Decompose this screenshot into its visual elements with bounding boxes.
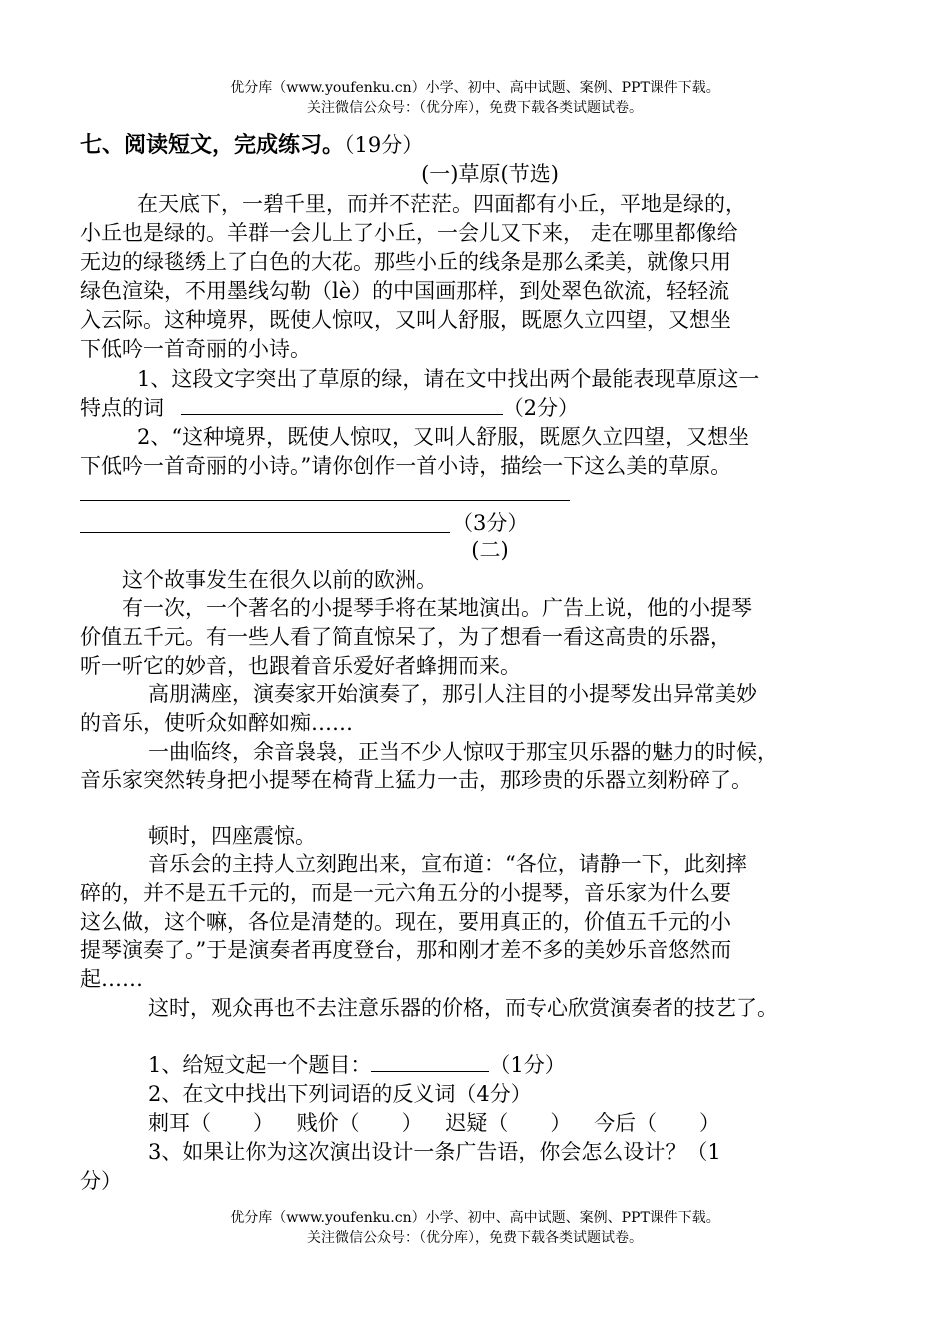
- part2-line-2: 有一次，一个著名的小提琴手将在某地演出。广告上说，他的小提琴: [122, 596, 752, 620]
- part2-line-14: 起……: [80, 967, 143, 991]
- part1-para-line-2: 小丘也是绿的。羊群一会儿上了小丘，一会儿又下来， 走在哪里都像给: [80, 221, 738, 245]
- part2-q2-label: 2、在文中找出下列词语的反义词（4分）: [148, 1082, 532, 1106]
- part1-q1-score: （2分）: [502, 396, 580, 420]
- part1-title: (一)草原(节选): [421, 162, 559, 186]
- part2-title: (二): [471, 538, 509, 562]
- part1-para-line-6: 下低吟一首奇丽的小诗。: [80, 337, 311, 361]
- part1-q2-score: （3分）: [452, 511, 529, 535]
- part2-line-15: 这时，观众再也不去注意乐器的价格，而专心欣赏演奏者的技艺了。: [148, 996, 778, 1020]
- part1-q2-line-2: 下低吟一首奇丽的小诗。”请你创作一首小诗，描绘一下这么美的草原。: [80, 454, 732, 478]
- part1-para-line-5: 入云际。这种境界，既使人惊叹，又叫人舒服，既愿久立四望，又想坐: [80, 308, 731, 332]
- part2-line-8: 音乐家突然转身把小提琴在椅背上猛力一击，那珍贵的乐器立刻粉碎了。: [80, 768, 752, 792]
- antonym-item-4[interactable]: 今后（ ）: [594, 1111, 721, 1135]
- antonym-item-2[interactable]: 贱价（ ）: [296, 1111, 423, 1135]
- part1-q2-answer-line-1[interactable]: [80, 500, 570, 501]
- part2-q1-score: （1分）: [489, 1053, 566, 1077]
- part2-q3-line-2: 分）: [80, 1169, 122, 1193]
- part2-line-3: 价值五千元。有一些人看了简直惊呆了，为了想看一看这高贵的乐器，: [80, 625, 731, 649]
- part1-para-line-4: 绿色渲染，不用墨线勾勒（lè）的中国画那样，到处翠色欲流，轻轻流: [80, 279, 730, 303]
- part2-line-7: 一曲临终，余音袅袅，正当不少人惊叹于那宝贝乐器的魅力的时候，: [148, 740, 778, 764]
- part2-line-9: 顿时，四座震惊。: [148, 824, 316, 848]
- part1-q1-line-2: [80, 395, 579, 422]
- part1-q1-line-1: 1、这段文字突出了草原的绿，请在文中找出两个最能表现草原这一: [137, 367, 760, 391]
- antonym-item-1[interactable]: 刺耳（ ）: [148, 1111, 274, 1135]
- section-score: （19分）: [344, 133, 424, 157]
- part2-line-1: 这个故事发生在很久以前的欧洲。: [122, 568, 437, 592]
- part2-q1-answer-blank[interactable]: [371, 1053, 489, 1072]
- antonym-item-3[interactable]: 迟疑（ ）: [445, 1111, 572, 1135]
- part2-line-10: 音乐会的主持人立刻跑出来，宣布道：“各位，请静一下，此刻摔: [148, 852, 747, 876]
- section-title: 七、阅读短文，完成练习。: [80, 132, 345, 158]
- part2-q3-line-1: 3、如果让你为这次演出设计一条广告语，你会怎么设计？（1: [148, 1140, 721, 1164]
- part1-q1-text: 特点的词: [80, 396, 164, 420]
- part1-para-line-3: 无边的绿毯绣上了白色的大花。那些小丘的线条是那么柔美，就像只用: [80, 250, 731, 274]
- part2-line-13: 提琴演奏了。”于是演奏者再度登台，那和刚才差不多的美妙乐音悠然而: [80, 938, 732, 962]
- part2-line-4: 听一听它的妙音，也跟着音乐爱好者蜂拥而来。: [80, 654, 521, 678]
- footer-line-1: 优分库（www.youfenku.cn）小学、初中、高中试题、案例、PPT课件下载。: [230, 1210, 720, 1226]
- part2-line-12: 这么做，这个嘛，各位是清楚的。现在，要用真正的，价值五千元的小: [80, 910, 731, 934]
- part1-q2-answer-line-2[interactable]: [80, 532, 450, 533]
- header-line-1: 优分库（www.youfenku.cn）小学、初中、高中试题、案例、PPT课件下载。: [230, 80, 720, 96]
- section-heading: [80, 132, 423, 159]
- part2-q1: [148, 1052, 566, 1079]
- header-line-2: 关注微信公众号：（优分库），免费下载各类试题试卷。: [307, 100, 643, 116]
- part1-q1-answer-blank[interactable]: [181, 396, 503, 415]
- footer-line-2: 关注微信公众号：（优分库），免费下载各类试题试卷。: [307, 1230, 643, 1246]
- part1-q2-line-1: 2、“这种境界，既使人惊叹，又叫人舒服，既愿久立四望，又想坐: [137, 425, 750, 449]
- part2-line-6: 的音乐，使听众如醉如痴……: [80, 711, 353, 735]
- part2-line-5: 高朋满座，演奏家开始演奏了，那引人注目的小提琴发出异常美妙: [148, 682, 757, 706]
- part1-para-line-1: 在天底下，一碧千里，而并不茫茫。四面都有小丘，平地是绿的，: [137, 192, 746, 216]
- part2-q1-label: 1、给短文起一个题目：: [148, 1053, 372, 1077]
- part2-q2-antonyms: [148, 1110, 720, 1137]
- part2-line-11: 碎的，并不是五千元的，而是一元六角五分的小提琴，音乐家为什么要: [80, 881, 731, 905]
